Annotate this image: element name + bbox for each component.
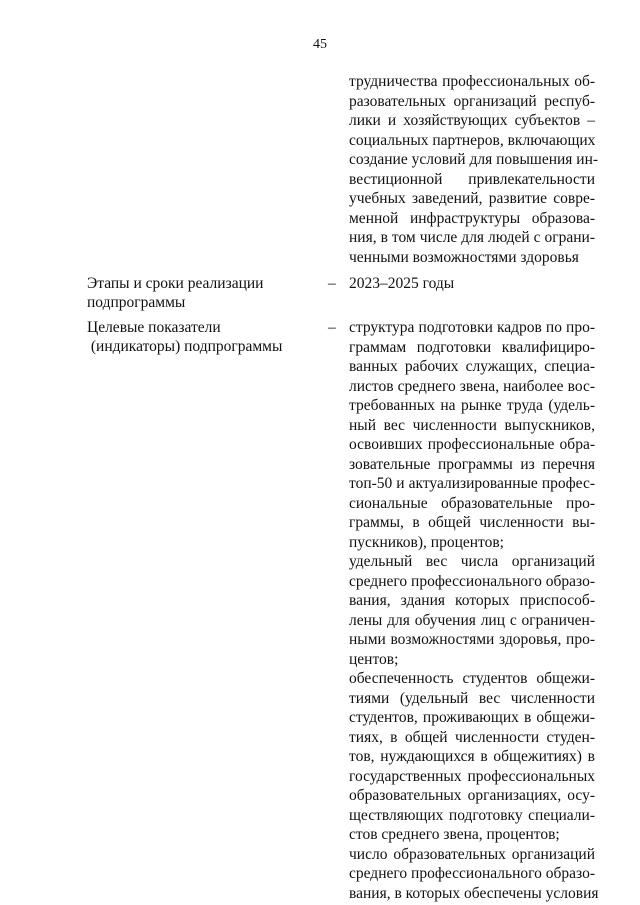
indicators-value bbox=[349, 318, 599, 903]
indicator-line: граммы, в общей численности вы- bbox=[349, 514, 595, 531]
continuation-line: менной инфраструктуры образова- bbox=[349, 209, 595, 227]
continuation-text bbox=[349, 72, 599, 267]
indicator-line: пускников), процентов; bbox=[349, 533, 504, 551]
indicator-line: центов; bbox=[349, 650, 399, 668]
indicator-line: тов, нуждающихся в общежитиях) в bbox=[349, 748, 595, 765]
indicator-line: ными возможностями здоровья, про- bbox=[349, 631, 595, 648]
continuation-line: вестиционной привлекательности bbox=[349, 170, 595, 188]
indicator-line: лены для обучения лиц с ограничен- bbox=[349, 611, 595, 629]
indicator-line: зовательные программы из перечня bbox=[349, 455, 595, 473]
continuation-line: лики и хозяйствующих субъектов – bbox=[349, 112, 595, 129]
stages-dash: – bbox=[328, 275, 336, 292]
indicators-label bbox=[87, 318, 307, 356]
indicator-line: требованных на рынке труда (удель- bbox=[349, 397, 595, 414]
continuation-line: ченными возможностями здоровья bbox=[349, 248, 579, 266]
indicator-line: среднего профессионального образо- bbox=[349, 865, 595, 882]
indicator-line: топ-50 и актуализированные профес- bbox=[349, 475, 595, 492]
continuation-line: разовательных организаций респуб- bbox=[349, 92, 595, 110]
indicator-line: ный вес численности выпускников, bbox=[349, 416, 595, 434]
indicator-line: образовательных организациях, осу- bbox=[349, 787, 595, 804]
stages-label bbox=[87, 274, 307, 312]
indicators-dash: – bbox=[328, 319, 336, 336]
indicator-line: сиональные образовательные про- bbox=[349, 494, 595, 512]
stages-label-line-2: подпрограммы bbox=[87, 294, 186, 311]
indicator-line: освоивших профессиональные обра- bbox=[349, 436, 595, 453]
continuation-line: создание условий для повышения ин- bbox=[349, 151, 599, 168]
indicator-line: удельный вес числа организаций bbox=[349, 553, 595, 570]
indicator-line: ванных рабочих служащих, специа- bbox=[349, 358, 595, 375]
indicator-line: число образовательных организаций bbox=[349, 845, 595, 863]
continuation-line: учебных заведений, развитие совре- bbox=[349, 190, 595, 207]
indicator-line: стов среднего звена, процентов; bbox=[349, 826, 560, 843]
indicator-line: тиях, в общей численности студен- bbox=[349, 728, 595, 746]
indicator-line: среднего профессионального образо- bbox=[349, 572, 595, 590]
indicators-label-line-1: Целевые показатели bbox=[87, 319, 221, 336]
stages-value: 2023–2025 годы bbox=[349, 275, 455, 292]
indicator-line: ществляющих подготовку специали- bbox=[349, 806, 595, 824]
page-number: 45 bbox=[313, 37, 327, 52]
stages-label-line-1: Этапы и сроки реализации bbox=[87, 275, 264, 292]
continuation-line: ния, в том числе для людей с ограни- bbox=[349, 229, 595, 246]
indicator-line: обеспеченность студентов общежи- bbox=[349, 670, 595, 687]
indicator-line: студентов, проживающих в общежи- bbox=[349, 709, 595, 726]
indicator-line: тиями (удельный вес численности bbox=[349, 689, 595, 707]
indicator-line: граммам подготовки квалифициро- bbox=[349, 338, 595, 356]
indicator-line: листов среднего звена, наиболее вос- bbox=[349, 377, 595, 395]
indicator-line: государственных профессиональных bbox=[349, 767, 595, 785]
indicator-line: вания, в которых обеспечены условия bbox=[349, 884, 599, 902]
indicators-label-line-2: (индикаторы) подпрограммы bbox=[87, 338, 283, 355]
continuation-line: трудничества профессиональных об- bbox=[349, 73, 595, 90]
continuation-line: социальных партнеров, включающих bbox=[349, 131, 596, 149]
indicator-line: вания, здания которых приспособ- bbox=[349, 592, 595, 609]
indicator-line: структура подготовки кадров по про- bbox=[349, 319, 595, 336]
